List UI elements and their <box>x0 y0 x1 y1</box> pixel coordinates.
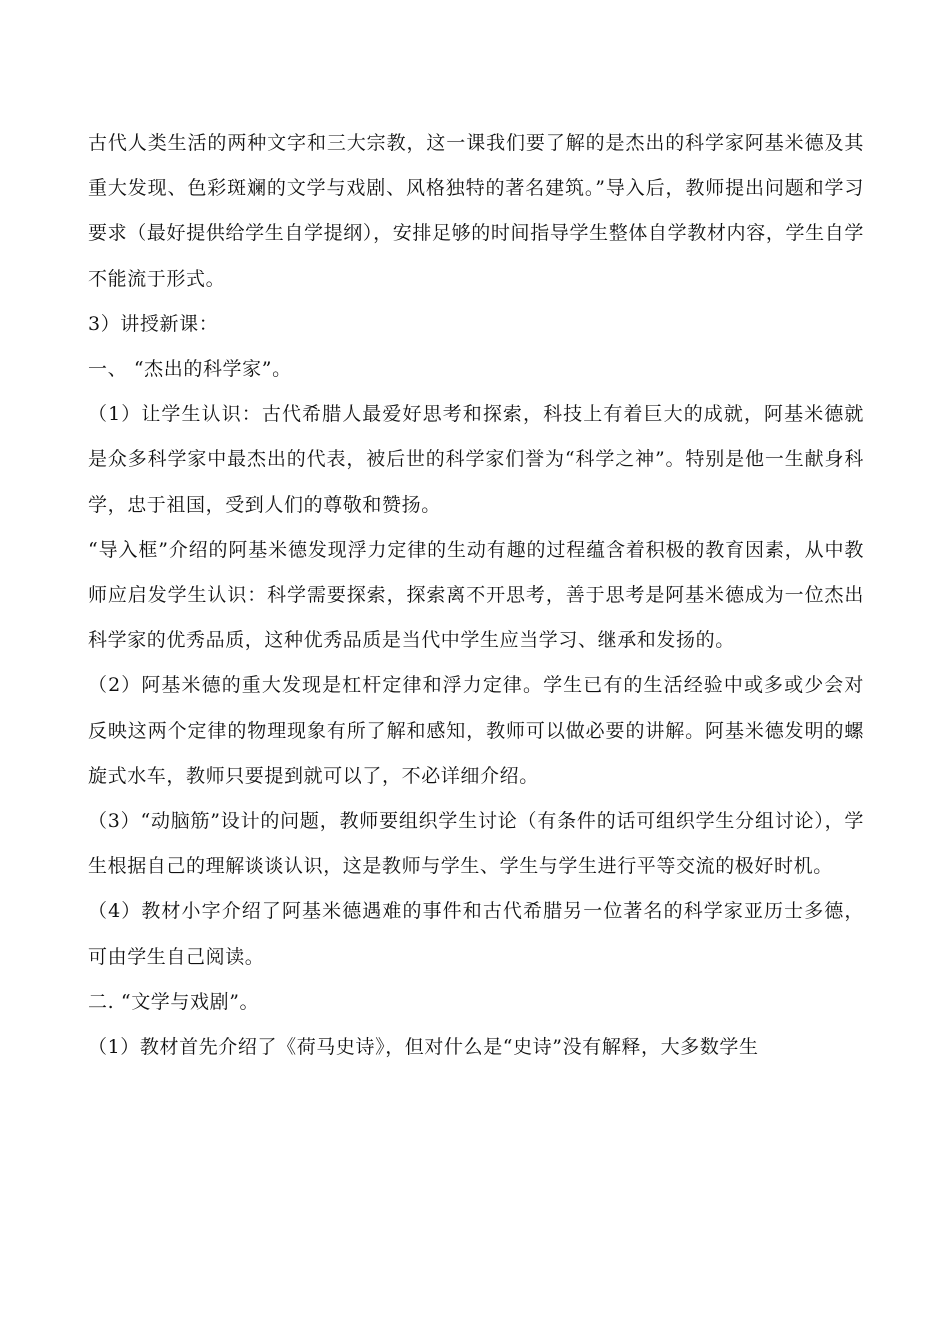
paragraph-section-2-heading: 二. “文学与戏剧”。 <box>88 990 260 1013</box>
paragraph-step-3-heading: 3）讲授新课： <box>88 312 219 335</box>
document-body <box>88 121 864 1070</box>
paragraph-section-2-point-1: （1）教材首先介绍了《荷马史诗》，但对什么是“史诗”没有解释，大多数学生 <box>88 1036 759 1059</box>
paragraph-section-1-point-1: （1）让学生认识：古代希腊人最爱好思考和探索，科技上有着巨大的成就，阿基米德就是众多科学家中最杰出的代表，被后世的科学家们誉为“科学之神”。特别是他一生献身科学，忠于祖国，受到人们的尊敬和赞扬。 <box>88 403 864 516</box>
paragraph-section-1-intro-box: “导入框”介绍的阿基米德发现浮力定律的生动有趣的过程蕴含着积极的教育因素，从中教师应启发学生认识：科学需要探索，探索离不开思考，善于思考是阿基米德成为一位杰出科学家的优秀品质，这种优秀品质是当代中学生应当学习、继承和发扬的。 <box>88 538 864 652</box>
paragraph-section-1-point-2: （2）阿基米德的重大发现是杠杆定律和浮力定律。学生已有的生活经验中或多或少会对反映这两个定律的物理现象有所了解和感知，教师可以做必要的讲解。阿基米德发明的螺旋式水车，教师只要提到就可以了，不必详细介绍。 <box>88 674 864 787</box>
paragraph-section-1-point-4: （4）教材小字介绍了阿基米德遇难的事件和古代希腊另一位著名的科学家亚历士多德，可由学生自己阅读。 <box>88 900 864 968</box>
paragraph-section-1-point-3: （3）“动脑筋”设计的问题，教师要组织学生讨论（有条件的话可组织学生分组讨论），学生根据自己的理解谈谈认识，这是教师与学生、学生与学生进行平等交流的极好时机。 <box>88 810 864 878</box>
paragraph-intro-continuation: 古代人类生活的两种文字和三大宗教，这一课我们要了解的是杰出的科学家阿基米德及其重大发现、色彩斑斓的文学与戏剧、风格独特的著名建筑。”导入后，教师提出问题和学习要求（最好提供给学生自学提纲），安排足够的时间指导学生整体自学教材内容，学生自学不能流于形式。 <box>88 132 864 290</box>
paragraph-section-1-heading: 一、 “杰出的科学家”。 <box>88 358 292 381</box>
